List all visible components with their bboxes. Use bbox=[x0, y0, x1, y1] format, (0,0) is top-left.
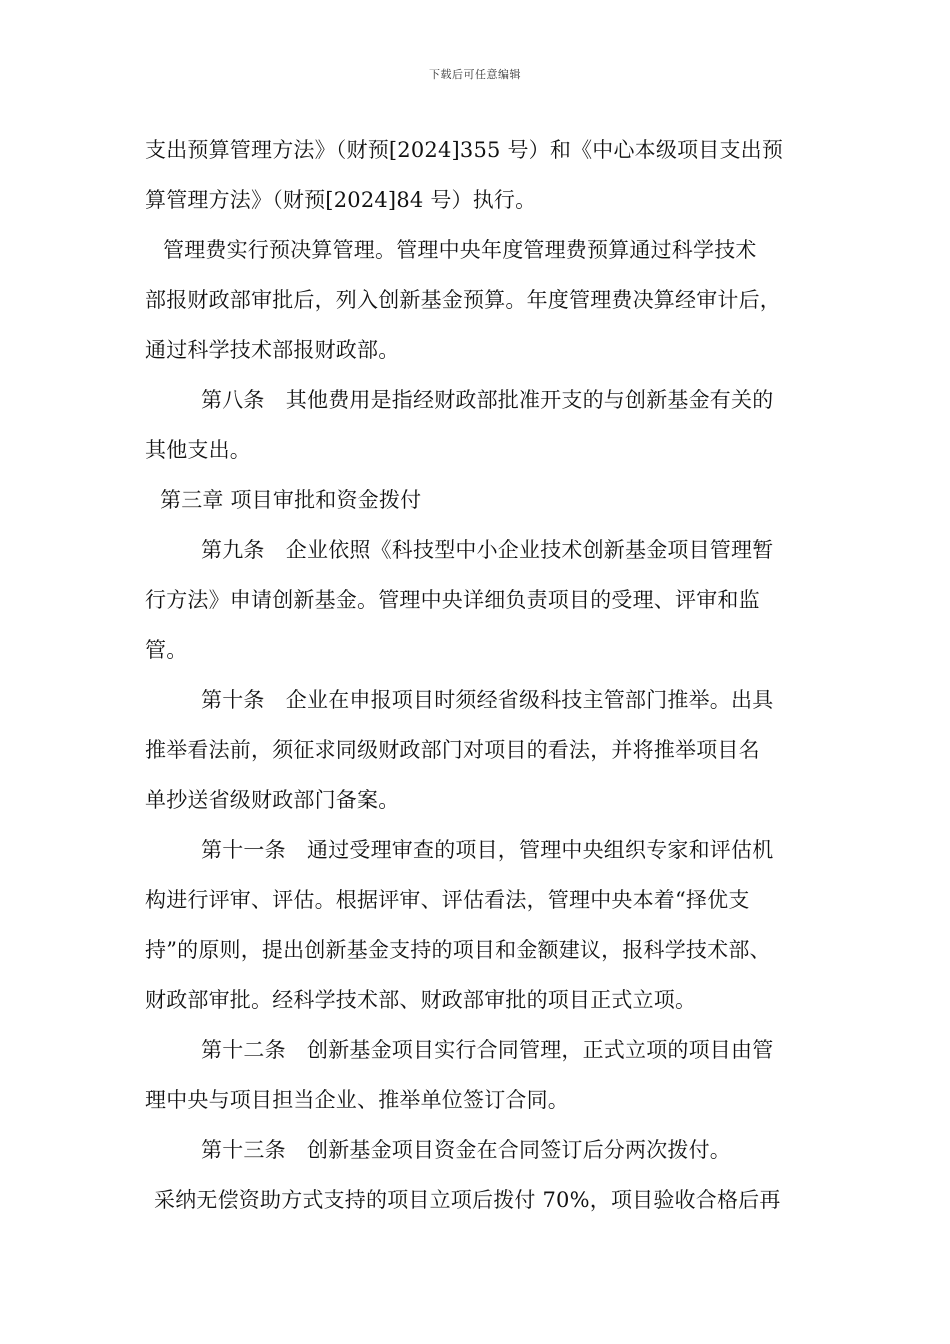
text-line-16: 构进行评审、评估。根据评审、评估看法，管理中央本着“择优支 bbox=[145, 888, 750, 912]
text-line-11: 管。 bbox=[145, 638, 188, 662]
text-line-10: 行方法》申请创新基金。管理中央详细负责项目的受理、评审和监 bbox=[145, 588, 760, 612]
text-line-19: 第十二条 创新基金项目实行合同管理，正式立项的项目由管 bbox=[201, 1038, 774, 1062]
text-line-18: 财政部审批。经科学技术部、财政部审批的项目正式立项。 bbox=[145, 988, 697, 1012]
header-note: 下载后可任意编辑 bbox=[429, 68, 521, 81]
text-line-12: 第十条 企业在申报项目时须经省级科技主管部门推举。出具 bbox=[201, 688, 774, 712]
text-line-9: 第九条 企业依照《科技型中小企业技术创新基金项目管理暂 bbox=[201, 538, 774, 562]
text-line-13: 推举看法前，须征求同级财政部门对项目的看法，并将推举项目名 bbox=[145, 738, 760, 762]
text-line-21: 第十三条 创新基金项目资金在合同签订后分两次拨付。 bbox=[201, 1138, 731, 1162]
text-line-2: 算管理方法》（财预[2024]84 号）执行。 bbox=[145, 188, 537, 212]
text-line-15: 第十一条 通过受理审查的项目，管理中央组织专家和评估机 bbox=[201, 838, 774, 862]
text-line-17: 持”的原则，提出创新基金支持的项目和金额建议，报科学技术部、 bbox=[145, 938, 771, 962]
text-line-20: 理中央与项目担当企业、推举单位签订合同。 bbox=[145, 1088, 569, 1112]
text-line-3: 管理费实行预决算管理。管理中央年度管理费预算通过科学技术 bbox=[163, 238, 757, 262]
text-line-7: 其他支出。 bbox=[145, 438, 251, 462]
text-line-4: 部报财政部审批后，列入创新基金预算。年度管理费决算经审计后， bbox=[145, 288, 781, 312]
text-line-22: 采纳无偿资助方式支持的项目立项后拨付 70%，项目验收合格后再 bbox=[154, 1188, 781, 1212]
text-line-14: 单抄送省级财政部门备案。 bbox=[145, 788, 400, 812]
text-line-1: 支出预算管理方法》（财预[2024]355 号）和《中心本级项目支出预 bbox=[145, 138, 784, 162]
text-line-5: 通过科学技术部报财政部。 bbox=[145, 338, 400, 362]
chapter-heading: 第三章 项目审批和资金拨付 bbox=[160, 488, 422, 512]
text-line-6: 第八条 其他费用是指经财政部批准开支的与创新基金有关的 bbox=[201, 388, 774, 412]
